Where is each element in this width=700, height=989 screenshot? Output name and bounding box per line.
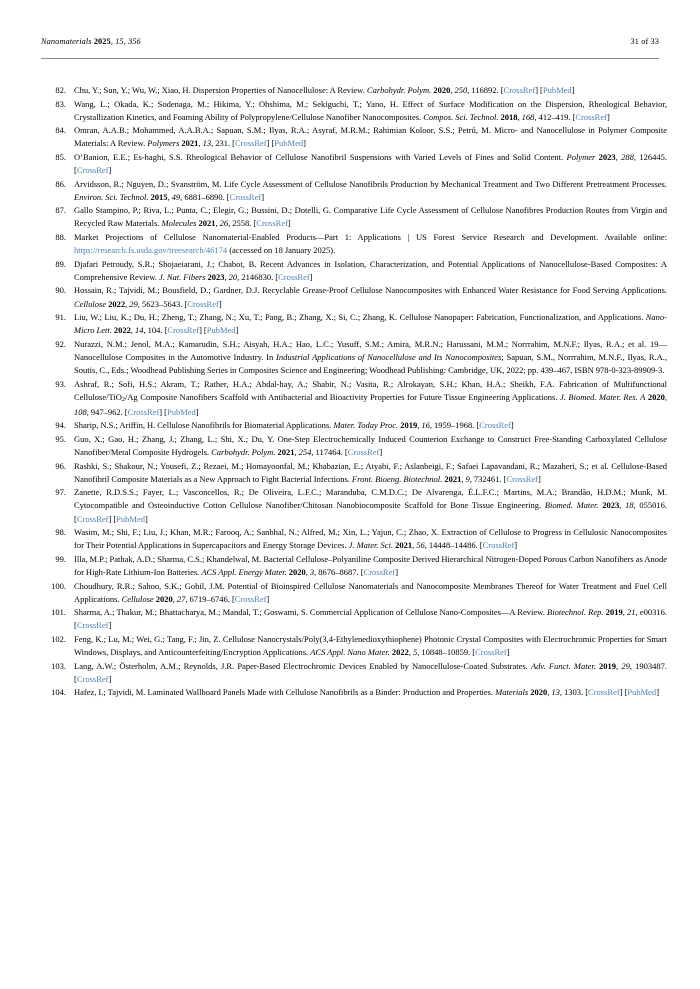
reference-number: 91. <box>55 312 66 323</box>
crossref-link[interactable]: CrossRef <box>575 111 607 122</box>
reference-entry <box>34 338 667 377</box>
crossref-link[interactable]: CrossRef <box>76 620 109 631</box>
source-url-link[interactable]: https://research.fs.usda.gov/treesearch/46174 <box>74 245 228 256</box>
reference-entry <box>34 84 667 97</box>
reference-text: Ashraf, R.; Sofi, H.S.; Akram, T.; Rather, H.A.; Abdal-hay, A.; Shabir, N.; Vasita, R.; Alrokayan, S.H.; Khan, H.A.; Sheikh, F.A. Fabrication of Multifunctional Cellulose/TiO$_2$/Ag Composite Nanofibers Scaffold with Antibacterial and Bioactivity Properties for Future Tissue Engineering Applications. J. Biomed. Mater. Res. A 2020, 108, 947–962. [CrossRef] [PubMed] <box>74 378 667 417</box>
reference-entry <box>34 419 667 432</box>
crossref-link[interactable]: CrossRef <box>167 325 200 336</box>
reference-number: 85. <box>55 152 66 163</box>
reference-text: Rashki, S.; Shakour, N.; Yousefi, Z.; Rezaei, M.; Homayoonfal, M.; Khabazian, E.; Atyabi, F.; Aslanbeigi, F.; Safaei Lapavandani, R.; Mazaheri, S.; et al. Cellulose-Based Nanofibril Composite Materials as a New Approach to Fight Bacterial Infections. Front. Bioeng. Biotechnol. 2021, 9, 732461. [CrossRef] <box>74 460 667 484</box>
reference-number: 84. <box>55 125 66 136</box>
reference-number: 95. <box>55 434 66 445</box>
reference-number: 83. <box>55 98 66 109</box>
reference-number: 103. <box>51 660 66 671</box>
reference-text: Wasim, M.; Shi, F.; Liu, J.; Khan, M.R.; Farooq, A.; Sanbhal, N.; Alfred, M.; Xin, L.; Yajun, C.; Zhao, X. Extraction of Cellulose to Progress in Cellulosic Nanocomposites for Their Potential Applications in Supercapacitors and Energy Storage Devices. J. Mater. Sci. 2021, 56, 14448–14486. [CrossRef] <box>74 527 667 551</box>
crossref-link[interactable]: CrossRef <box>278 271 310 282</box>
reference-entry <box>34 311 667 337</box>
reference-entry <box>34 378 667 419</box>
reference-entry <box>34 258 667 284</box>
reference-text: Sharma, A.; Thakur, M.; Bhattacharya, M.; Mandal, T.; Goswami, S. Commercial Application of Cellulose Nano-Composites—A Review. Biotechnol. Rep. 2019, 21, e00316. [CrossRef] <box>74 607 668 631</box>
header-rule <box>41 58 659 59</box>
pubmed-link[interactable]: PubMed <box>274 138 304 149</box>
running-head <box>41 37 659 53</box>
crossref-link[interactable]: CrossRef <box>482 540 515 551</box>
crossref-link[interactable]: CrossRef <box>234 593 267 604</box>
crossref-link[interactable]: CrossRef <box>347 447 380 458</box>
reference-number: 90. <box>55 285 66 296</box>
running-head-citation: Nanomaterials 2025, 15, 356 <box>41 37 141 46</box>
reference-entry <box>34 151 667 177</box>
crossref-link[interactable]: CrossRef <box>256 218 288 229</box>
crossref-link[interactable]: CrossRef <box>76 673 109 684</box>
reference-number: 101. <box>51 607 66 618</box>
reference-entry <box>34 231 667 257</box>
reference-number: 99. <box>55 553 66 564</box>
reference-text: Market Projections of Cellulose Nanomaterial-Enabled Products—Part 1: Applications | US Forest Service Research and Development. Available online: https://research.fs.usda.gov/treesearch/46174 (accessed on 18 January 2025). <box>74 232 667 256</box>
reference-entry <box>34 98 667 124</box>
reference-text: Djafari Petroudy, S.R.; Shojaeiarani, J.; Chabot, B. Recent Advances in Isolation, Characterization, and Potential Applications of Nanocellulose-Based Composites: A Comprehensive Review. J. Nat. Fibers 2023, 20, 2146830. [CrossRef] <box>74 258 667 282</box>
reference-number: 88. <box>55 232 66 243</box>
pubmed-link[interactable]: PubMed <box>116 513 145 524</box>
crossref-link[interactable]: CrossRef <box>187 298 219 309</box>
reference-entry <box>34 486 667 525</box>
reference-entry <box>34 460 667 486</box>
reference-list <box>34 84 667 700</box>
reference-text: Hafez, I.; Tajvidi, M. Laminated Wallboard Panels Made with Cellulose Nanofibrils as a Binder: Production and Properties. Materials 2020, 13, 1303. [CrossRef] [PubMed] <box>74 687 660 698</box>
reference-number: 89. <box>55 258 66 269</box>
reference-text: Chu, Y.; Sun, Y.; Wu, W.; Xiao, H. Dispersion Properties of Nanocellulose: A Review. Carbohydr. Polym. 2020, 250, 116892. [CrossRef] [PubMed] <box>74 85 575 95</box>
reference-entry <box>34 124 667 150</box>
reference-text: Wang, L.; Okada, K.; Sodenaga, M.; Hikima, Y.; Ohshima, M.; Sekiguchi, T.; Yano, H. Effect of Surface Modification on the Dispersion, Rheological Behavior, Crystallization Kinetics, and Foaming Ability of Polypropylene/Cellulose Nanofiber Nanocomposites. Compos. Sci. Technol. 2018, 168, 412–419. [CrossRef] <box>74 98 667 122</box>
reference-entry <box>34 526 667 552</box>
journal-year: 2025 <box>93 37 111 46</box>
reference-text: O’Banion, E.E.; Es-haghi, S.S. Rheological Behavior of Cellulose Nanofibril Suspensions with Varied Levels of Fines and Solid Content. Polymer 2023, 288, 126445. [CrossRef] <box>74 152 667 176</box>
reference-entry <box>34 633 667 659</box>
reference-entry <box>34 433 667 459</box>
reference-entry <box>34 660 667 686</box>
crossref-link[interactable]: CrossRef <box>229 191 262 202</box>
reference-entry <box>34 204 667 230</box>
reference-text: Choudhury, R.R.; Sahoo, S.K.; Gohil, J.M. Potential of Bioinspired Cellulose Nanomaterials and Nanocomposite Membranes Thereof for Water Treatment and Fuel Cell Applications. Cellulose 2020, 27, 6719–6746. [CrossRef] <box>74 580 667 604</box>
reference-number: 98. <box>55 527 66 538</box>
reference-text: Sharip, N.S.; Ariffin, H. Cellulose Nanofibrils for Biomaterial Applications. Mater. Today Proc. 2019, 16, 1959–1968. [CrossRef] <box>74 420 514 431</box>
reference-number: 87. <box>55 205 66 216</box>
reference-text: Illa, M.P.; Pathak, A.D.; Sharma, C.S.; Khandelwal, M. Bacterial Cellulose–Polyaniline Composite Derived Hierarchical Nitrogen-Doped Porous Carbon Nanofibers as Anode for High-Rate Lithium-Ion Batteries. ACS Appl. Energy Mater. 2020, 3, 8676–8687. [CrossRef] <box>74 553 667 577</box>
crossref-link[interactable]: CrossRef <box>363 566 396 577</box>
reference-entry <box>34 284 667 310</box>
pubmed-link[interactable]: PubMed <box>166 406 196 417</box>
pubmed-link[interactable]: PubMed <box>206 325 236 336</box>
journal-article-number: 356 <box>128 37 141 46</box>
reference-number: 86. <box>55 178 66 189</box>
crossref-link[interactable]: CrossRef <box>506 473 539 484</box>
reference-number: 96. <box>55 460 66 471</box>
pubmed-link[interactable]: PubMed <box>542 85 572 95</box>
pubmed-link[interactable]: PubMed <box>627 687 657 698</box>
reference-text: Feng, K.; Lu, M.; Wei, G.; Tang, F.; Jin, Z. Cellulose Nanocrystals/Poly(3,4-Ethylenedioxythiophene) Photonic Crystal Composites with Electrochromic Properties for Smart Windows, Displays, and Anticounterfeiting/Encryption Applications. ACS Appl. Nano Mater. 2022, 5, 10848–10859. [CrossRef] <box>74 633 667 657</box>
reference-text: Arvidsson, R.; Nguyen, D.; Svanström, M. Life Cycle Assessment of Cellulose Nanofibrils Production by Mechanical Treatment and Two Different Pretreatment Processes. Environ. Sci. Technol. 2015, 49, 6881–6890. [CrossRef] <box>74 178 667 202</box>
journal-name: Nanomaterials <box>41 37 92 46</box>
crossref-link[interactable]: CrossRef <box>475 646 507 657</box>
journal-volume: 15 <box>115 37 124 46</box>
page-number: 31 of 33 <box>630 37 659 46</box>
reference-text: Omran, A.A.B.; Mohammed, A.A.B.A.; Sapuan, S.M.; Ilyas, R.A.; Asyraf, M.R.M.; Rahimian Koloor, S.S.; Petrů, M. Micro- and Nanocellulose in Polymer Composite Materials: A Review. Polymers 2021, 13, 231. [CrossRef] [PubMed] <box>74 125 667 149</box>
reference-number: 93. <box>55 378 66 389</box>
crossref-link[interactable]: CrossRef <box>76 513 109 524</box>
crossref-link[interactable]: CrossRef <box>76 165 109 176</box>
reference-text: Zanette, R.D.S.S.; Fayer, L.; Vasconcellos, R.; De Oliveira, L.F.C.; Maranduba, C.M.D.C.; De Alvarenga, É.L.F.C.; Martins, M.A.; Brandão, H.D.M.; Munk, M. Cytocompatible and Osteoinductive Cotton Cellulose Nanofiber/Chitosan Nanobiocomposite Scaffold for Bone Tissue Engineering. Biomed. Mater. 2023, 18, 055016. [CrossRef] [PubMed] <box>74 487 668 524</box>
reference-number: 92. <box>55 338 66 349</box>
reference-number: 82. <box>55 85 66 95</box>
reference-entry <box>34 686 667 699</box>
reference-entry <box>34 178 667 204</box>
crossref-link[interactable]: CrossRef <box>503 85 536 95</box>
reference-text: Lang, A.W.; Österholm, A.M.; Reynolds, J.R. Paper-Based Electrochromic Devices Enabled by Nanocellulose-Coated Substrates. Adv. Funct. Mater. 2019, 29, 1903487. [CrossRef] <box>74 660 667 684</box>
reference-text: Nurazzi, N.M.; Jenol, M.A.; Kamarudin, S.H.; Aisyah, H.A.; Hao, L.C.; Yusuff, S.M.; Amira, M.R.N.; Harussani, M.M.; Norrrahim, M.N.F.; Ilyas, R.A.; et al. 19—Nanocellulose Composites in the Automotive Industry. In Industrial Applications of Nanocellulose and Its Nanocomposites; Sapuan, S.M., Norrrahim, M.N.F., Ilyas, R.A., Soutis, C., Eds.; Woodhead Publishing Series in Composites Science and Engineering; Woodhead Publishing: Cambridge, UK, 2022; pp. 439–467, ISBN 978-0-323-89909-3. <box>74 338 667 375</box>
reference-number: 100. <box>51 580 66 591</box>
reference-entry <box>34 553 667 579</box>
reference-number: 104. <box>51 687 66 698</box>
reference-text: Hossain, R.; Tajvidi, M.; Bousfield, D.; Gardner, D.J. Recyclable Grease-Proof Cellulose Nanocomposites with Enhanced Water Resistance for Food Serving Applications. Cellulose 2022, 29, 5623–5643. [CrossRef] <box>74 285 667 309</box>
crossref-link[interactable]: CrossRef <box>588 687 620 698</box>
crossref-link[interactable]: CrossRef <box>234 138 267 149</box>
reference-number: 94. <box>55 420 66 431</box>
reference-text: Gallo Stampino, P.; Riva, L.; Punta, C.; Elegir, G.; Bussini, D.; Dotelli, G. Comparative Life Cycle Assessment of Cellulose Nanofibres Production Routes from Virgin and Recycled Raw Materials. Molecules 2021, 26, 2558. [CrossRef] <box>74 205 667 229</box>
crossref-link[interactable]: CrossRef <box>479 420 511 431</box>
reference-entry <box>34 606 667 632</box>
reference-number: 97. <box>55 487 66 498</box>
reference-text: Guo, X.; Gao, H.; Zhang, J.; Zhang, L.; Shi, X.; Du, Y. One-Step Electrochemically Induced Counterion Exchange to Construct Free-Standing Carboxylated Cellulose Nanofiber/Metal Composite Hydrogels. Carbohydr. Polym. 2021, 254, 117464. [CrossRef] <box>74 434 667 458</box>
reference-text: Liu, W.; Liu, K.; Du, H.; Zheng, T.; Zhang, N.; Xu, T.; Pang, B.; Zhang, X.; Si, C.; Zhang, K. Cellulose Nanopaper: Fabrication, Functionalization, and Applications. Nano-Micro Lett. 2022, 14, 104. [CrossRef] [PubMed] <box>74 312 667 336</box>
reference-entry <box>34 580 667 606</box>
reference-number: 102. <box>51 633 66 644</box>
crossref-link[interactable]: CrossRef <box>127 406 160 417</box>
